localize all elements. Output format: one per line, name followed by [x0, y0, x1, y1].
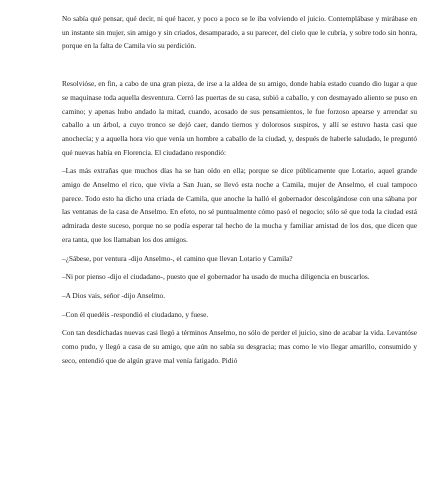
paragraph: –Ni por pienso -dijo el ciudadano-, puesto que el gobernador ha usado de mucha diligencia en buscarlos. [62, 272, 370, 282]
paragraph: No sabía qué pensar, qué decir, ni qué hacer, y poco a poco se le iba volviendo el juicio. Contemplábase y mirábase en un instante sin mujer, sin amigo y sin criados, desamparado, a su parecer, del cielo que le cubría, y sobre todo sin honra, porque en la falta de Camila vio su perdición. [62, 14, 417, 51]
paragraph: –¿Sábese, por ventura -dijo Anselmo-, el camino que llevan Lotario y Camila? [62, 253, 293, 263]
paragraph: –Con él quedéis -respondió el ciudadano, y fuese. [62, 309, 209, 319]
paragraph: –Las más extrañas que muchos días ha se han oído en ella; porque se dice públicamente que Lotario, aquel grande amigo de Anselmo el rico, que vivía a San Juan, se llevó esta noche a Camila, mujer de Anselmo, el cual tampoco parece. Todo esto ha dicho una criada de Camila, que anoche la halló el gobernador descolgándose con una sábana por las ventanas de la casa de Anselmo. En efeto, no sé puntualmente cómo pasó el negocio; sólo sé que toda la ciudad está admirada deste suceso, porque no se podía esperar tal hecho de la mucha y familiar amistad de los dos, que dicen que era tanta, que los llamaban los dos amigos. [62, 166, 417, 244]
paragraph: Con tan desdichadas nuevas casi llegó a términos Anselmo, no sólo de perder el juicio, sino de acabar la vida. Levantóse como pudo, y llegó a casa de su amigo, que aún no sabía su desgracia; mas como le vio llegar amarillo, consumido y seco, entendió que de algún grave mal venía fatigado. Pidió [62, 328, 417, 365]
paragraph: –A Dios vais, señor -dijo Anselmo. [62, 290, 166, 300]
paragraph: Resolvióse, en fin, a cabo de una gran pieza, de irse a la aldea de su amigo, donde había estado cuando dio lugar a que se maquinase toda aquella desventura. Cerró las puertas de su casa, subió a caballo, y con desmayado aliento se puso en camino; y apenas hubo andado la mitad, cuando, acosado de sus pensamientos, le fue forzoso apearse y arrendar su caballo a un árbol, a cuyo tronco se dejó caer, dando tiernos y dolorosos suspiros, y allí se estuvo hasta casi que anochecía; y a aquella hora vio que venía un hombre a caballo de la ciudad, y, después de haberle saludado, le preguntó qué nuevas había en Florencia. El ciudadano respondió: [62, 79, 417, 157]
